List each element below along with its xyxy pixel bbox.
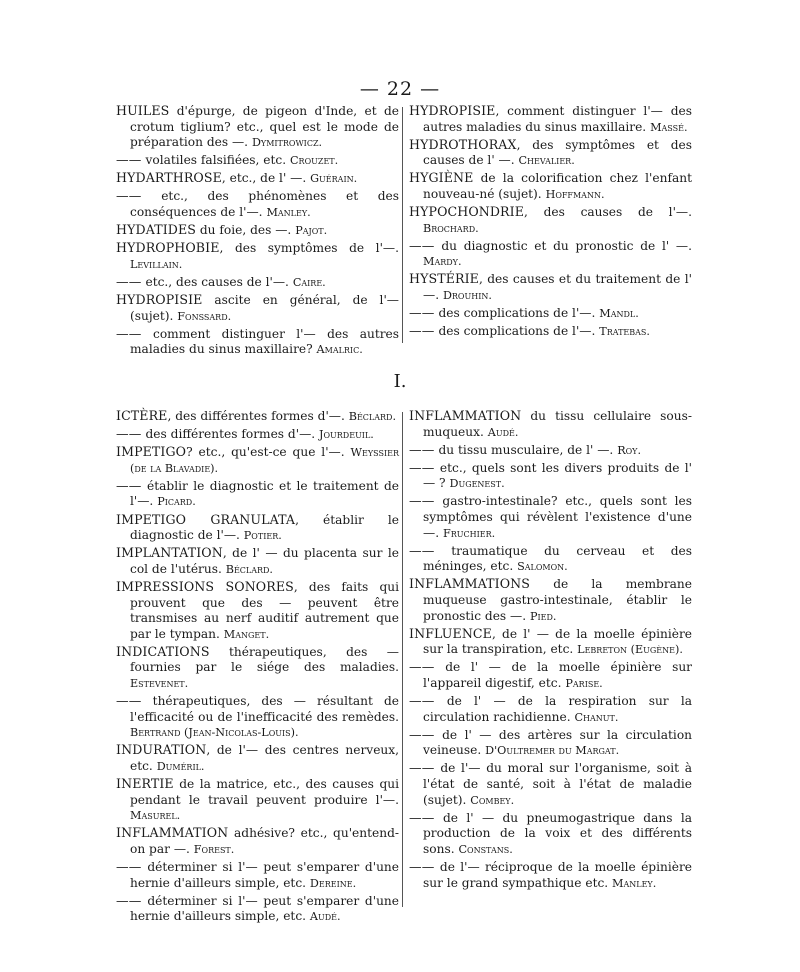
entry-head: INFLUENCE [409,625,492,641]
index-entry [409,137,692,169]
entry-head: —— [409,859,440,875]
entry-text: des complications de l'—. [438,324,600,339]
entry-author: Fruchier. [442,526,496,540]
entry-text: , des faits qui prouvent que des — peuvent être transmises au nerf auditif autrement que par le tympan. [130,579,399,641]
index-entry [409,859,692,891]
index-entry [116,103,399,151]
entry-text: , comment distinguer l'— des autres maladies du sinus maxillaire. [423,104,692,134]
entry-author: Duméril. [156,759,205,773]
index-entry [409,271,692,303]
index-entry [116,776,399,824]
entry-head: —— [409,459,440,475]
index-entry [116,274,399,291]
entry-head: INDICATIONS [116,643,210,659]
entry-text: , de l' — de la moelle épinière sur la transpiration, etc. [423,626,692,657]
index-entry [409,693,692,725]
entry-author: Dymitrowicz. [251,136,323,150]
entry-text: volatiles falsifiées, etc. [145,153,290,168]
entry-text: etc., des phénomènes et des conséquences de l'—. [130,189,399,220]
index-entry [116,170,399,187]
entry-text: , des symptômes de l'—. [219,241,399,256]
entry-head: ICTÈRE [116,408,168,423]
entry-text: du tissu cellulaire sous-muqueux. [423,409,692,439]
entry-author: Tratebas. [599,325,650,339]
entry-text: des complications de l'—. [438,306,600,321]
index-entry [116,859,399,891]
entry-author: Béclard. [348,410,397,423]
entry-head: —— [409,542,452,558]
entry-text: de l' — de la moelle épinière sur l'appareil digestif, etc. [423,660,692,690]
entry-head: HYGIÈNE [409,170,474,186]
entry-author: Mardy. [423,255,462,269]
entry-text: traumatique du cerveau et des méninges, etc. [423,543,692,574]
entry-head: —— [409,493,443,509]
entry-head: HYDROPHOBIE [116,240,220,256]
entry-text: , des symptômes et des causes de l' —. [423,137,692,168]
entry-author: Audé. [487,425,519,439]
entry-author: Weyssier (de la Blavadie). [130,446,399,475]
index-entry [116,478,399,510]
entry-text: thérapeutiques, des — résultant de l'efficacité ou de l'inefficacité des remèdes. [130,694,399,724]
entry-head: —— [116,188,162,204]
index-entry [409,442,692,459]
entry-text: des différentes formes d'—. [145,427,319,442]
index-entry [116,444,399,476]
index-entry [409,727,692,759]
index-entry [116,512,399,544]
entry-text: de la colorification chez l'enfant nouveau-né (sujet). [423,171,692,201]
index-entry [409,238,692,270]
entry-text: de l'— réciproque de la moelle épinière sur le grand sympathique etc. [423,860,692,890]
entry-author: Levillain. [130,257,183,271]
index-entry [116,292,399,324]
entry-text: de l' — de la respiration sur la circulation rachidienne. [423,694,692,724]
entry-author: Dereine. [309,876,357,890]
entry-text: de l'— du moral sur l'organisme, soit à l'état de santé, soit à l'état de maladie (sujet). [423,761,692,807]
entry-text: , établir le diagnostic de l'—. [130,512,399,543]
index-entry [409,576,692,624]
column-left [116,408,399,926]
entry-head: HYDARTHROSE [116,170,222,186]
entry-author: Potier. [243,529,282,543]
index-entry [409,810,692,858]
index-entry [116,152,399,169]
index-entry [409,460,692,492]
entry-author: Manget. [223,627,270,641]
index-entry [409,103,692,135]
entry-text: etc., quels sont les divers produits de l' — ? [423,460,692,491]
entry-author: Forest. [193,842,235,856]
index-entry [409,204,692,236]
entry-head: —— [409,323,439,339]
entry-head: —— [116,325,153,341]
entry-head: —— [409,305,439,321]
entry-text: , des causes et du traitement de l' —. [423,272,692,303]
entry-author: Parise. [565,677,603,690]
index-entry [116,222,399,239]
entry-author: Pied. [529,609,557,623]
entry-author: Bertrand (Jean-Nicolas-Louis). [130,726,299,740]
entry-head: —— [409,659,446,675]
entry-head: —— [409,726,443,742]
index-entry [116,188,399,220]
entry-text: etc., des causes de l'—. [145,274,293,289]
entry-head: —— [116,859,148,875]
index-entry [116,326,399,358]
entry-author: Dugenest. [449,477,505,491]
entry-text: du tissu musculaire, de l' —. [438,442,618,457]
column-left [116,103,399,359]
entry-author: Drouhin. [442,289,492,303]
entry-text: de la matrice, etc., des causes qui pendant le travail peuvent produire l'—. [130,777,399,807]
entry-author: Lebreton (Eugène). [577,643,683,657]
column-right [409,408,692,893]
index-entry [409,493,692,541]
entry-author: Jourdeuil. [319,428,374,442]
index-entry [116,893,399,925]
entry-head: —— [409,809,443,825]
entry-head: HYDROTHORAX [409,136,517,152]
index-entry [409,170,692,202]
entry-head: HYDROPISIE [116,292,203,308]
entry-author: Caire. [292,275,326,289]
entry-text: , de l' — du placenta sur le col de l'utérus. [130,546,399,576]
entry-text: thérapeutiques, des — fournies par le siége des maladies. [130,644,399,675]
entry-text: de l' — des artères sur la circulation veineuse. [423,727,693,758]
page-number: — 22 — [359,78,441,100]
entry-author: Béclard. [225,562,273,576]
index-entry [116,644,399,692]
entry-head: INFLAMMATION [409,408,522,423]
column-right [409,103,692,341]
index-entry [116,240,399,272]
index-entry [116,742,399,774]
entry-text: du foie, des —. [196,223,296,238]
index-entry [409,543,692,575]
entry-author: Amalric. [316,343,363,357]
entry-author: Salomon. [517,560,568,574]
entry-head: HYDROPISIE [409,103,496,118]
entry-head: IMPRESSIONS SONORES [116,578,294,594]
entry-text: de la membrane muqueuse gastro-intestinale, établir le pronostic des —. [423,577,692,623]
entry-head: INDURATION [116,742,207,758]
index-entry [116,693,399,741]
column-divider [402,107,403,343]
entry-text: gastro-intestinale? etc., quels sont les symptômes qui révèlent l'existence d'une —. [423,494,692,540]
entry-text: , des causes de l'—. [524,205,692,220]
entry-head: HYPOCHONDRIE [409,204,525,220]
index-entry [409,408,692,440]
index-entry [116,545,399,577]
index-entry [116,825,399,857]
entry-head: —— [409,237,442,253]
entry-head: INFLAMMATIONS [409,576,531,592]
entry-head: INERTIE [116,776,174,792]
entry-author: Audé. [309,910,341,924]
entry-author: Hoffmann. [545,187,605,201]
entry-text: d'épurge, de pigeon d'Inde, et de crotum tiglium? etc., quel est le mode de préparation des —. [130,104,399,150]
entry-text: du diagnostic et du pronostic de l' —. [441,238,692,253]
entry-author: Massé. [650,120,688,134]
entry-head: —— [409,441,439,457]
index-entry [116,408,399,425]
entry-author: Crouzet. [290,154,339,168]
entry-text: , etc., de l' —. [221,171,311,186]
index-entry [409,323,692,340]
entry-head: HYSTÉRIE [409,271,479,287]
entry-head: —— [116,477,148,493]
entry-author: Combey. [470,793,515,807]
index-entry [409,659,692,691]
entry-head: —— [409,693,447,709]
entry-head: —— [116,892,148,908]
entry-author: Picard. [157,495,196,509]
entry-text: établir le diagnostic et le traitement de l'—. [130,478,399,509]
column-divider [402,412,403,907]
entry-author: Chanut. [574,710,619,724]
entry-head: —— [116,273,146,289]
entry-text: adhésive? etc., qu'entend-on par —. [130,826,399,856]
entry-author: Fonssard. [177,309,232,323]
entry-author: Roy. [617,443,642,457]
entry-head: IMPLANTATION [116,545,223,561]
entry-author: Guérain. [310,172,358,186]
letter-heading: I. [393,371,407,392]
entry-head: INFLAMMATION [116,825,229,841]
entry-author: Mandl. [599,307,639,321]
entry-author: D'Oultremer du Margat. [485,744,620,758]
entry-author: Manley. [612,876,657,890]
entry-head: —— [116,693,153,709]
entry-author: Manley. [266,206,311,220]
entry-author: Masurel. [130,809,181,823]
entry-text: ? etc., qu'est-ce que l'—. [186,445,351,460]
index-entry [409,305,692,322]
entry-head: —— [409,760,441,776]
index-entry [409,626,692,658]
entry-text: comment distinguer l'— des autres maladies du sinus maxillaire? [130,326,400,357]
entry-author: Chevalier. [518,154,575,168]
entry-author: Pajot. [295,224,328,238]
entry-head: —— [116,426,146,442]
index-entry [116,426,399,443]
entry-author: Constans. [458,842,513,856]
entry-head: HUILES [116,103,170,118]
entry-text: déterminer si l'— peut s'emparer d'une hernie d'ailleurs simple, etc. [130,893,399,924]
entry-text: de l' — du pneumogastrique dans la production de la voix et des différents sons. [423,810,692,856]
entry-head: HYDATIDES [116,222,196,238]
entry-text: , des différentes formes d'—. [167,409,349,423]
index-entry [116,579,399,642]
entry-author: Estevenet. [130,677,189,690]
index-entry [409,760,692,808]
entry-head: IMPETIGO [116,444,187,460]
entry-head: IMPETIGO GRANULATA [116,511,296,527]
entry-text: ascite en général, de l'— (sujet). [130,293,399,323]
entry-text: déterminer si l'— peut s'emparer d'une hernie d'ailleurs simple, etc. [130,860,399,890]
entry-author: Brochard. [423,221,479,235]
entry-text: , de l'— des centres nerveux, etc. [130,743,399,773]
entry-head: —— [116,152,146,168]
